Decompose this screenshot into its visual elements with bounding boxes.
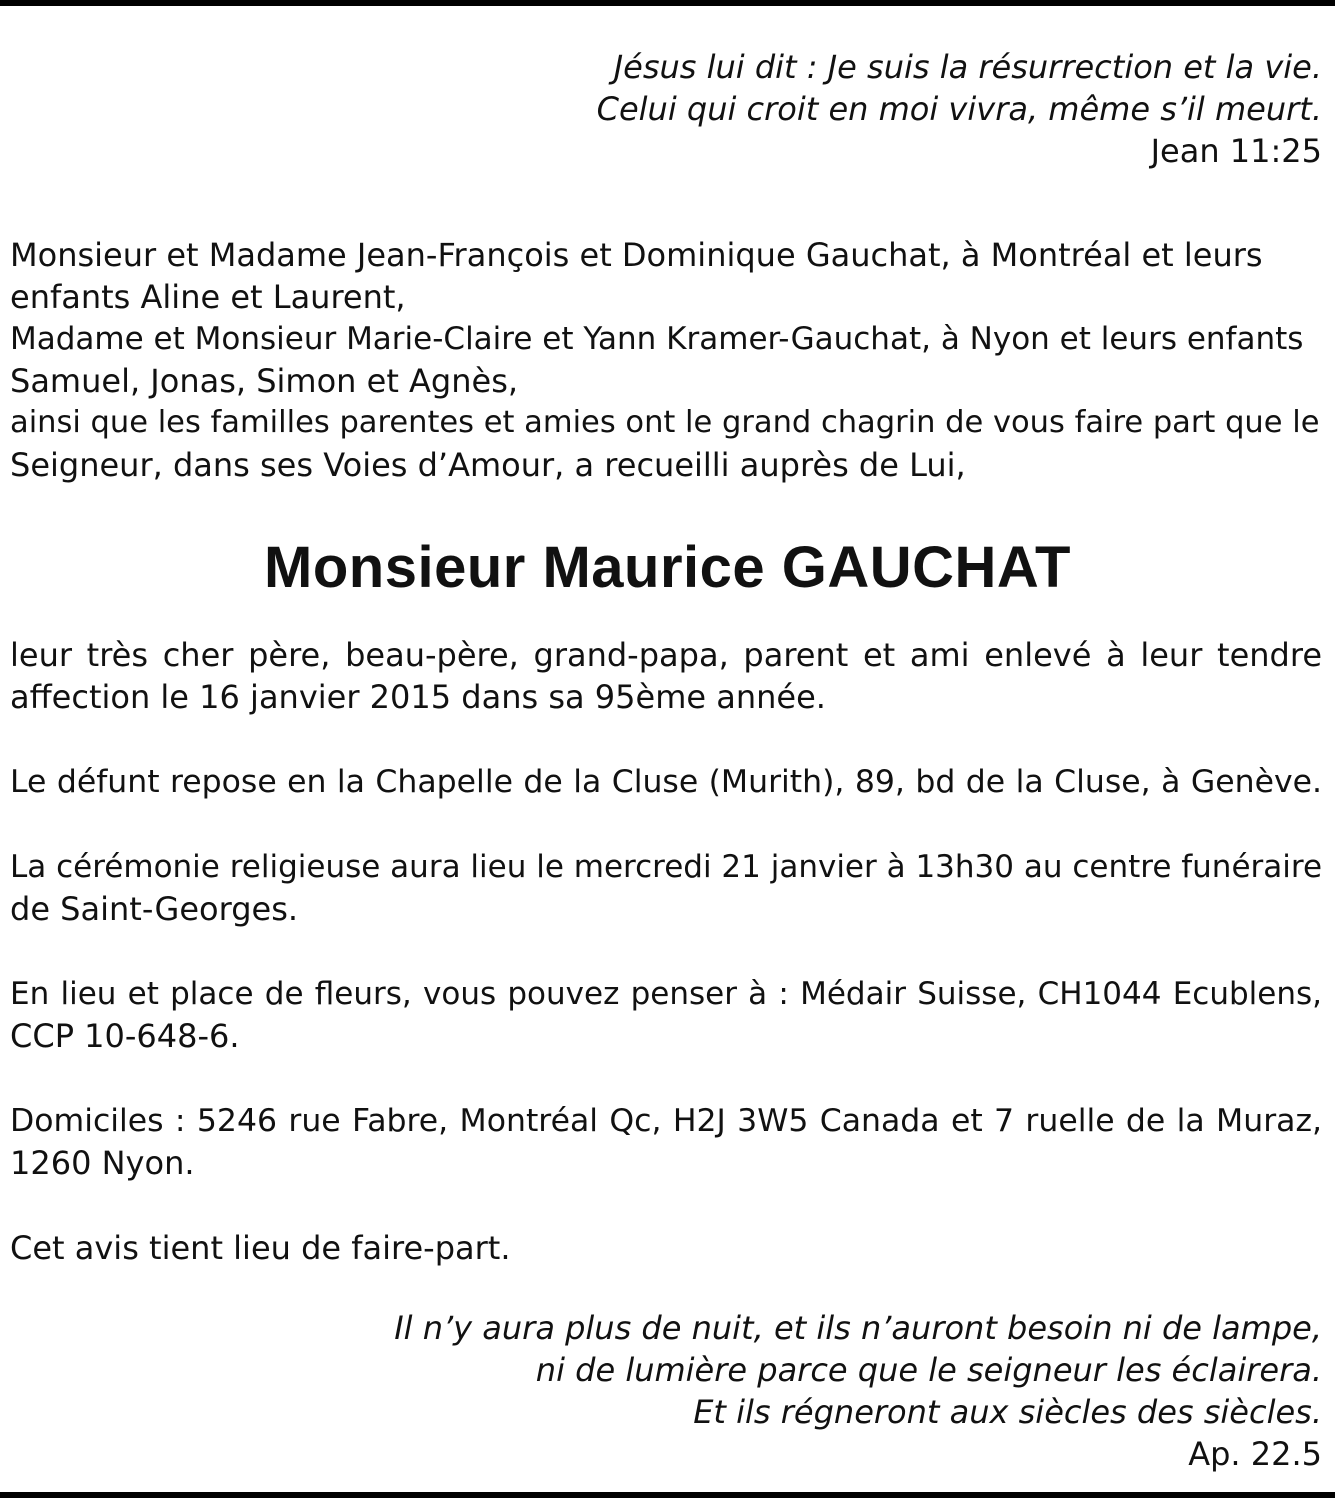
families-line-2: enfants Aline et Laurent, bbox=[10, 278, 406, 316]
epigraph-bottom-line-3: Et ils régneront aux siècles des siècles. bbox=[693, 1393, 1322, 1431]
epigraph-bottom-line-2: ni de lumière parce que le seigneur les éclairera. bbox=[535, 1351, 1322, 1389]
families-line-5: ainsi que les familles parentes et amies ont le grand chagrin de vous faire part que le bbox=[10, 405, 1320, 440]
families-line-3: Madame et Monsieur Marie-Claire et Yann Kramer-Gauchat, à Nyon et leurs enfants bbox=[10, 321, 1304, 357]
epigraph-bottom-reference: Ap. 22.5 bbox=[1188, 1435, 1322, 1473]
epigraph-top-line-2: Celui qui croit en moi vivra, même s’il meurt. bbox=[596, 90, 1322, 128]
relation-paragraph bbox=[10, 634, 1322, 718]
epigraph-bottom bbox=[10, 1307, 1322, 1475]
flowers-line-1: En lieu et place de fleurs, vous pouvez penser à : Médair Suisse, CH1044 Ecublens, bbox=[10, 976, 1322, 1012]
bottom-border-rule bbox=[0, 1492, 1335, 1498]
ceremony-paragraph bbox=[10, 846, 1322, 930]
repose-line: Le défunt repose en la Chapelle de la Cluse (Murith), 89, bd de la Cluse, à Genève. bbox=[10, 764, 1322, 800]
deceased-name: Monsieur Maurice GAUCHAT bbox=[264, 535, 1071, 600]
domiciles-paragraph bbox=[10, 1100, 1322, 1184]
families-line-1: Monsieur et Madame Jean-François et Dominique Gauchat, à Montréal et leurs bbox=[10, 236, 1263, 274]
repose-paragraph bbox=[10, 761, 1322, 803]
ceremony-line-2: de Saint-Georges. bbox=[10, 890, 299, 928]
families-line-6: Seigneur, dans ses Voies d’Amour, a recueilli auprès de Lui, bbox=[10, 446, 966, 484]
notice-line: Cet avis tient lieu de faire-part. bbox=[10, 1229, 511, 1267]
epigraph-top-line-1: Jésus lui dit : Je suis la résurrection et la vie. bbox=[613, 48, 1322, 86]
families-line-4: Samuel, Jonas, Simon et Agnès, bbox=[10, 362, 519, 400]
top-border-rule bbox=[0, 0, 1335, 6]
families-paragraph bbox=[10, 234, 1322, 486]
domiciles-line-1: Domiciles : 5246 rue Fabre, Montréal Qc, H2J 3W5 Canada et 7 ruelle de la Muraz, bbox=[10, 1103, 1322, 1139]
notice-paragraph bbox=[10, 1227, 1322, 1269]
ceremony-line-1: La cérémonie religieuse aura lieu le mercredi 21 janvier à 13h30 au centre funéraire bbox=[10, 849, 1323, 885]
domiciles-line-2: 1260 Nyon. bbox=[10, 1144, 195, 1182]
relation-line-2: affection le 16 janvier 2015 dans sa 95ème année. bbox=[10, 678, 826, 716]
flowers-paragraph bbox=[10, 973, 1322, 1057]
epigraph-top bbox=[10, 46, 1322, 172]
flowers-line-2: CCP 10-648-6. bbox=[10, 1017, 240, 1055]
epigraph-bottom-line-1: Il n’y aura plus de nuit, et ils n’auront besoin ni de lampe, bbox=[394, 1309, 1322, 1347]
epigraph-top-reference: Jean 11:25 bbox=[1150, 132, 1322, 170]
relation-line-1: leur très cher père, beau-père, grand-papa, parent et ami enlevé à leur tendre bbox=[10, 636, 1322, 674]
